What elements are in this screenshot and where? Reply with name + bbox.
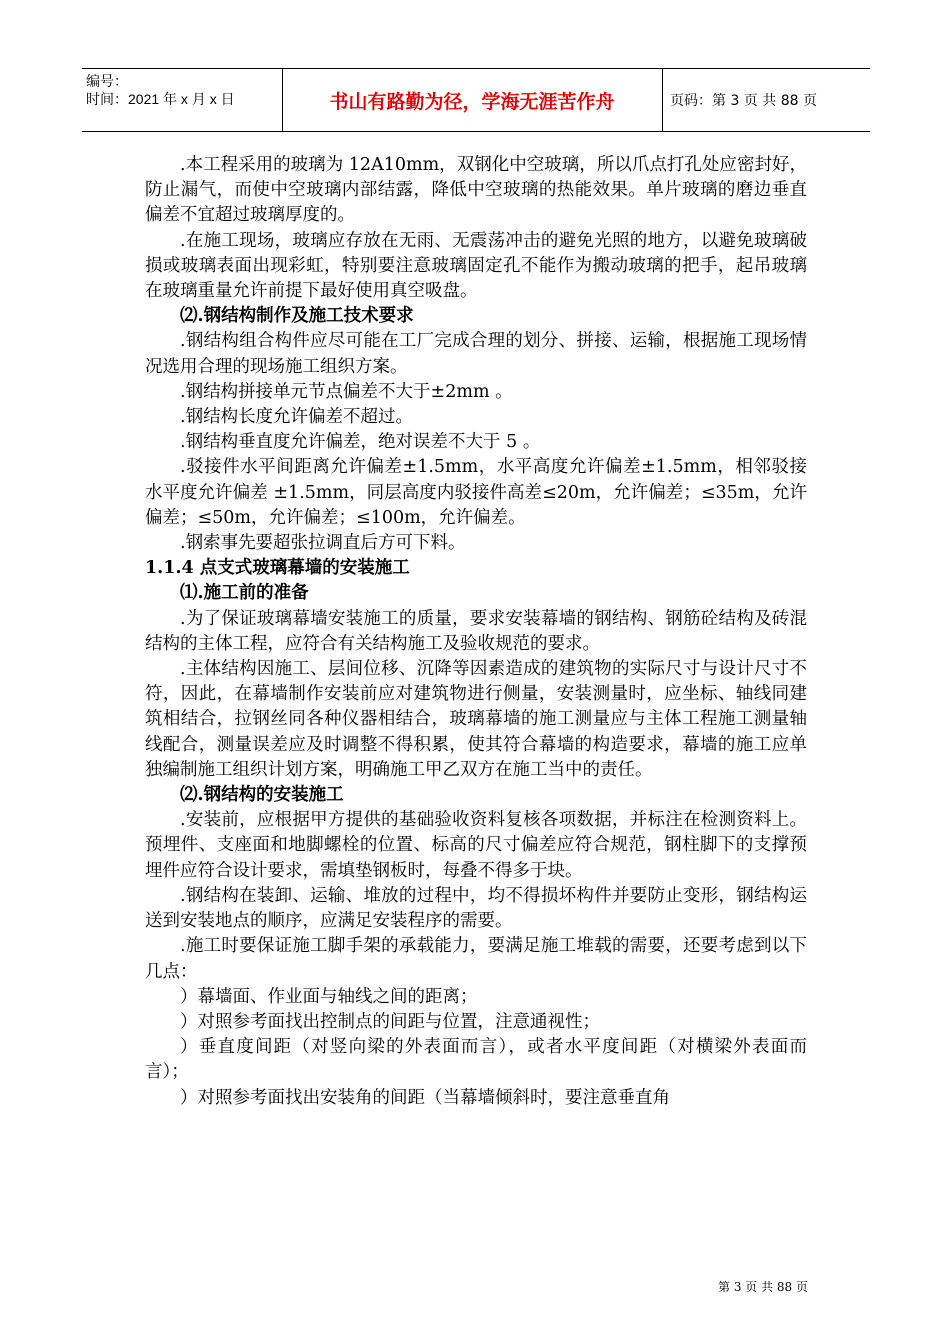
paragraph: .钢结构在装卸、运输、堆放的过程中，均不得损坏构件并要防止变形，钢结构运送到安装地点的顺序，应满足安装程序的需要。	[145, 885, 807, 932]
section-heading: ⑵.钢结构制作及施工技术要求	[180, 306, 414, 327]
paragraph: ）对照参考面找出控制点的间距与位置，注意通视性；	[180, 1011, 600, 1032]
paragraph: ）垂直度间距（对竖向梁的外表面而言），或者水平度间距（对横梁外表面而言）；	[145, 1037, 807, 1083]
section-heading: 1.1.4 点支式玻璃幕墙的安装施工	[145, 558, 410, 579]
page-footer: 第 3 页 共 88 页	[718, 1280, 808, 1294]
paragraph: .驳接件水平间距离允许偏差±1.5mm，水平高度允许偏差±1.5mm，相邻驳接水平度允许偏差 ±1.5mm，同层高度内驳接件高差≤20m，允许偏差；≤35m，允许偏差；≤50m，允许偏差；≤100m，允许偏差。	[145, 457, 807, 528]
section-heading: ⑴.施工前的准备	[180, 583, 309, 604]
paragraph: ）幕墙面、作业面与轴线之间的距离；	[180, 986, 478, 1007]
paragraph: .钢结构拼接单元节点偏差不大于±2mm 。	[180, 381, 513, 402]
document-body	[145, 153, 807, 1111]
header-number-label: 编号：	[86, 73, 128, 89]
paragraph: .在施工现场，玻璃应存放在无雨、无震荡冲击的避免光照的地方，以避免玻璃破损或玻璃表面出现彩虹，特别要注意玻璃固定孔不能作为搬动玻璃的把手，起吊玻璃在玻璃重量允许前提下最好使用真空吸盘。	[145, 230, 807, 302]
paragraph: .钢结构长度允许偏差不超过。	[180, 407, 414, 428]
paragraph: .钢结构组合构件应尽可能在工厂完成合理的划分、拼接、运输，根据施工现场情况选用合理的现场施工组织方案。	[145, 331, 807, 377]
paragraph: .本工程采用的玻璃为 12A10mm，双钢化中空玻璃，所以爪点打孔处应密封好，防止漏气，而使中空玻璃内部结露，降低中空玻璃的热能效果。单片玻璃的磨边垂直偏差不宜超过玻璃厚度的。	[145, 155, 807, 226]
paragraph: .主体结构因施工、层间位移、沉降等因素造成的建筑物的实际尺寸与设计尺寸不符，因此，在幕墙制作安装前应对建筑物进行侧量，安装测量时，应坐标、轴线同建筑相结合，拉钢丝同各种仪器相结合，玻璃幕墙的施工测量应与主体工程施工测量轴线配合，测量误差应及时调整不得积累，使其符合幕墙的构造要求，幕墙的施工应单独编制施工组织计划方案，明确施工甲乙双方在施工当中的责任。	[145, 659, 807, 780]
section-heading: ⑵.钢结构的安装施工	[180, 785, 344, 806]
header-meta	[82, 69, 282, 131]
paragraph: ）对照参考面找出安装角的间距（当幕墙倾斜时，要注意垂直角	[180, 1087, 670, 1108]
paragraph: .安装前，应根据甲方提供的基础验收资料复核各项数据，并标注在检测资料上。预埋件、支座面和地脚螺栓的位置、标高的尺寸偏差应符合规范，钢柱脚下的支撑预埋件应符合设计要求，需填垫钢板时，每叠不得多于块。	[145, 810, 807, 881]
header-page-info: 页码：第 3 页 共 88 页	[670, 93, 817, 109]
paragraph: .钢索事先要超张拉调直后方可下料。	[180, 533, 466, 554]
paragraph: .施工时要保证施工脚手架的承载能力，要满足施工堆载的需要，还要考虑到以下几点：	[145, 936, 807, 982]
paragraph: .为了保证玻璃幕墙安装施工的质量，要求安装幕墙的钢结构、钢筋砼结构及砖混结构的主体工程，应符合有关结构施工及验收规范的要求。	[145, 608, 807, 654]
paragraph: .钢结构垂直度允许偏差，绝对误差不大于 5 。	[180, 432, 541, 453]
page-header	[82, 68, 870, 132]
header-time-label: 时间：2021 年 x 月 x 日	[86, 91, 235, 107]
header-motto: 书山有路勤为径，学海无涯苦作舟	[329, 90, 615, 113]
